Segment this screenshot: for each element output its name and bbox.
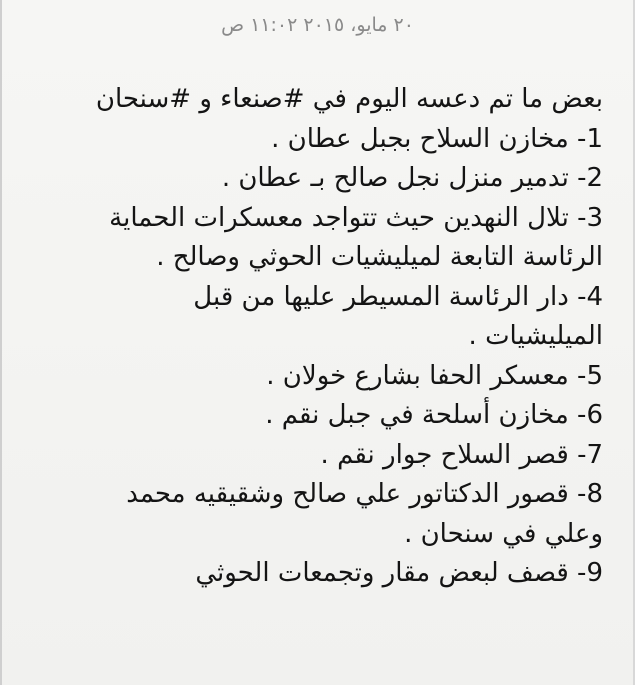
list-item-6: 6- مخازن أسلحة في جبل نقم . [265, 400, 603, 430]
list-item-4: 4- دار الرئاسة المسيطر عليها من قبل [193, 281, 603, 312]
list-item-9: 9- قصف لبعض مقار وتجمعات الحوثي [195, 558, 603, 588]
list-item-4-continued: الميليشيات . [468, 321, 603, 351]
list-item-2: 2- تدمير منزل نجل صالح بـ عطان . [221, 163, 603, 193]
list-item-1: 1- مخازن السلاح بجبل عطان . [271, 123, 603, 154]
list-item-3: 3- تلال النهدين حيث تتواجد معسكرات الحماية [109, 202, 603, 233]
post-timestamp: ٢٠ مايو، ٢٠١٥ ١١:٠٢ ص [221, 14, 414, 36]
list-item-8-continued: وعلي في سنحان . [404, 518, 603, 549]
list-item-5: 5- معسكر الحفا بشارع خولان . [266, 360, 603, 391]
list-item-3-continued: الرئاسة التابعة لميليشيات الحوثي وصالح . [156, 242, 603, 272]
list-item-8: 8- قصور الدكتاتور علي صالح وشقيقيه محمد [126, 479, 603, 509]
list-item-7: 7- قصر السلاح جوار نقم . [320, 439, 603, 470]
post-body [36, 80, 603, 594]
post-intro-line: بعض ما تم دعسه اليوم في #صنعاء و #سنحان [95, 84, 603, 114]
